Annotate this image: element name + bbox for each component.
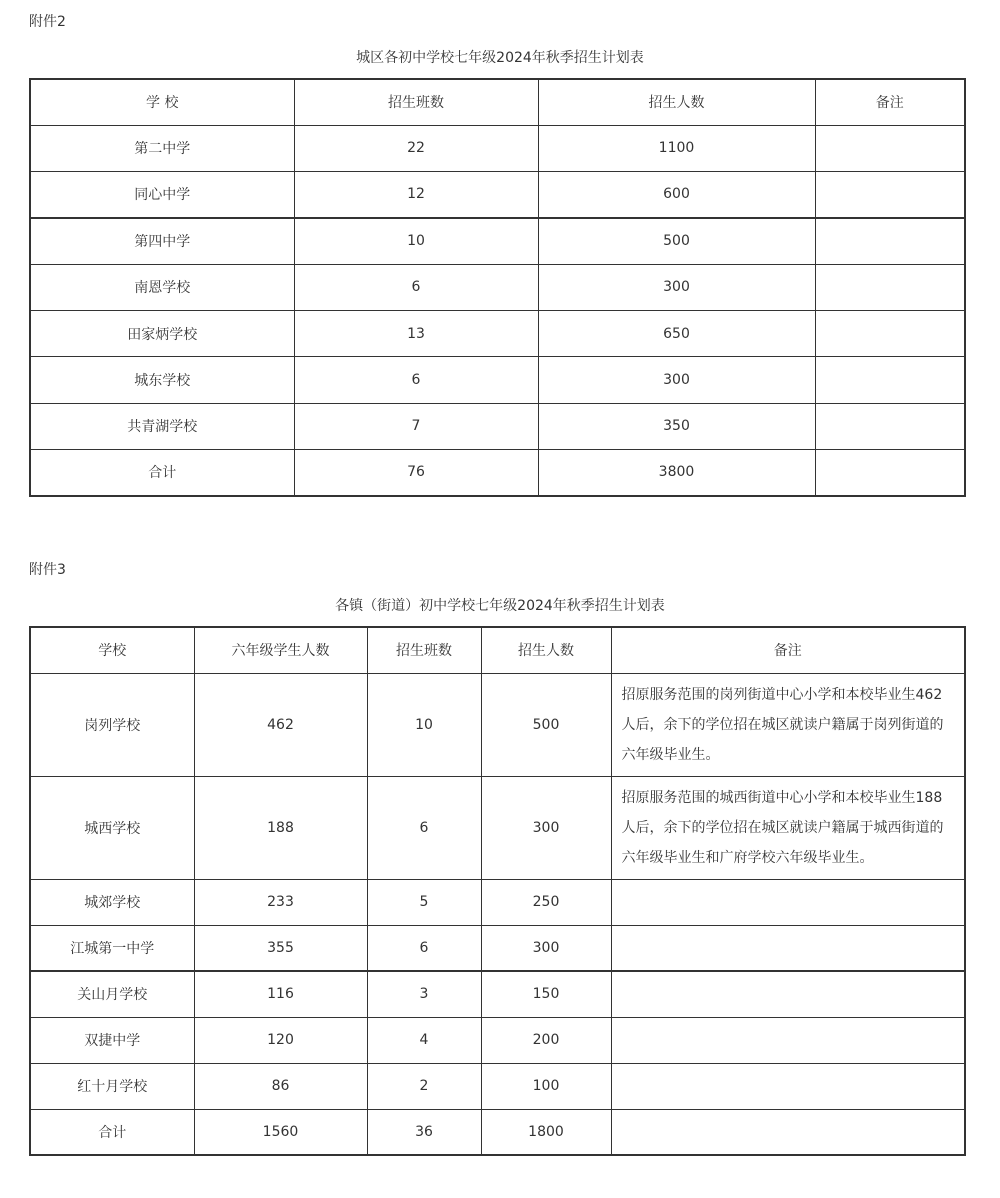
classes-cell: 6 [367, 925, 481, 971]
table-row [30, 879, 965, 925]
note-cell [611, 879, 965, 925]
table-row [30, 310, 965, 356]
header-cell: 招生班数 [367, 627, 481, 673]
note-cell [611, 925, 965, 971]
header-cell: 招生班数 [294, 79, 538, 125]
classes-cell: 2 [367, 1063, 481, 1109]
grade6-count-cell: 233 [194, 879, 367, 925]
table-row [30, 1063, 965, 1109]
school-cell: 南恩学校 [30, 264, 294, 310]
grade6-count-cell: 116 [194, 971, 367, 1017]
students-cell: 200 [481, 1017, 611, 1063]
classes-cell: 10 [294, 218, 538, 264]
table-row [30, 776, 965, 879]
classes-cell: 5 [367, 879, 481, 925]
table-row [30, 971, 965, 1017]
note-cell [611, 1017, 965, 1063]
grade6-count-cell: 86 [194, 1063, 367, 1109]
note-cell: 招原服务范围的岗列街道中心小学和本校毕业生462人后，余下的学位招在城区就读户籍属于岗列街道的六年级毕业生。 [611, 673, 965, 776]
classes-cell: 6 [294, 264, 538, 310]
classes-cell: 12 [294, 172, 538, 218]
classes-cell: 76 [294, 449, 538, 495]
note-cell [815, 357, 965, 403]
students-cell: 500 [481, 673, 611, 776]
header-cell: 学 校 [30, 79, 294, 125]
table-row [30, 1017, 965, 1063]
school-cell: 红十月学校 [30, 1063, 194, 1109]
table-row [30, 673, 965, 776]
school-cell: 江城第一中学 [30, 925, 194, 971]
table-header-row [30, 79, 965, 125]
school-cell: 合计 [30, 449, 294, 495]
header-cell: 招生人数 [538, 79, 815, 125]
classes-cell: 3 [367, 971, 481, 1017]
header-cell: 备注 [815, 79, 965, 125]
grade6-count-cell: 1560 [194, 1109, 367, 1155]
note-cell [815, 449, 965, 495]
table-total-row [30, 449, 965, 495]
table-row [30, 264, 965, 310]
annex2-table [29, 78, 966, 497]
table-total-row [30, 1109, 965, 1155]
classes-cell: 6 [367, 776, 481, 879]
students-cell: 300 [481, 776, 611, 879]
students-cell: 500 [538, 218, 815, 264]
annex3-table-title: 各镇（街道）初中学校七年级2024年秋季招生计划表 [335, 598, 665, 614]
school-cell: 共青湖学校 [30, 403, 294, 449]
classes-cell: 4 [367, 1017, 481, 1063]
table-header-row [30, 627, 965, 673]
note-cell [611, 1109, 965, 1155]
note-cell: 招原服务范围的城西街道中心小学和本校毕业生188人后，余下的学位招在城区就读户籍属于城西街道的六年级毕业生和广府学校六年级毕业生。 [611, 776, 965, 879]
table-row [30, 172, 965, 218]
classes-cell: 22 [294, 125, 538, 171]
table-row [30, 125, 965, 171]
classes-cell: 36 [367, 1109, 481, 1155]
classes-cell: 13 [294, 310, 538, 356]
note-cell [815, 310, 965, 356]
header-cell: 备注 [611, 627, 965, 673]
table-row [30, 218, 965, 264]
grade6-count-cell: 188 [194, 776, 367, 879]
school-cell: 双捷中学 [30, 1017, 194, 1063]
note-cell [815, 264, 965, 310]
school-cell: 第四中学 [30, 218, 294, 264]
annex3-table [29, 626, 966, 1156]
classes-cell: 10 [367, 673, 481, 776]
annex2-table-title: 城区各初中学校七年级2024年秋季招生计划表 [356, 50, 644, 66]
students-cell: 300 [538, 357, 815, 403]
school-cell: 城郊学校 [30, 879, 194, 925]
grade6-count-cell: 462 [194, 673, 367, 776]
table-row [30, 357, 965, 403]
header-cell: 招生人数 [481, 627, 611, 673]
note-cell [815, 403, 965, 449]
grade6-count-cell: 120 [194, 1017, 367, 1063]
classes-cell: 6 [294, 357, 538, 403]
note-cell [815, 172, 965, 218]
students-cell: 250 [481, 879, 611, 925]
school-cell: 第二中学 [30, 125, 294, 171]
table-row [30, 925, 965, 971]
school-cell: 合计 [30, 1109, 194, 1155]
school-cell: 田家炳学校 [30, 310, 294, 356]
header-cell: 学校 [30, 627, 194, 673]
school-cell: 关山月学校 [30, 971, 194, 1017]
annex2-label: 附件2 [29, 14, 66, 30]
students-cell: 300 [481, 925, 611, 971]
grade6-count-cell: 355 [194, 925, 367, 971]
school-cell: 城西学校 [30, 776, 194, 879]
students-cell: 150 [481, 971, 611, 1017]
table-row [30, 403, 965, 449]
students-cell: 350 [538, 403, 815, 449]
classes-cell: 7 [294, 403, 538, 449]
students-cell: 3800 [538, 449, 815, 495]
students-cell: 1800 [481, 1109, 611, 1155]
note-cell [611, 1063, 965, 1109]
note-cell [815, 125, 965, 171]
students-cell: 1100 [538, 125, 815, 171]
header-cell: 六年级学生人数 [194, 627, 367, 673]
students-cell: 100 [481, 1063, 611, 1109]
note-cell [815, 218, 965, 264]
note-cell [611, 971, 965, 1017]
school-cell: 同心中学 [30, 172, 294, 218]
students-cell: 600 [538, 172, 815, 218]
students-cell: 300 [538, 264, 815, 310]
school-cell: 岗列学校 [30, 673, 194, 776]
annex3-label: 附件3 [29, 562, 66, 578]
school-cell: 城东学校 [30, 357, 294, 403]
students-cell: 650 [538, 310, 815, 356]
